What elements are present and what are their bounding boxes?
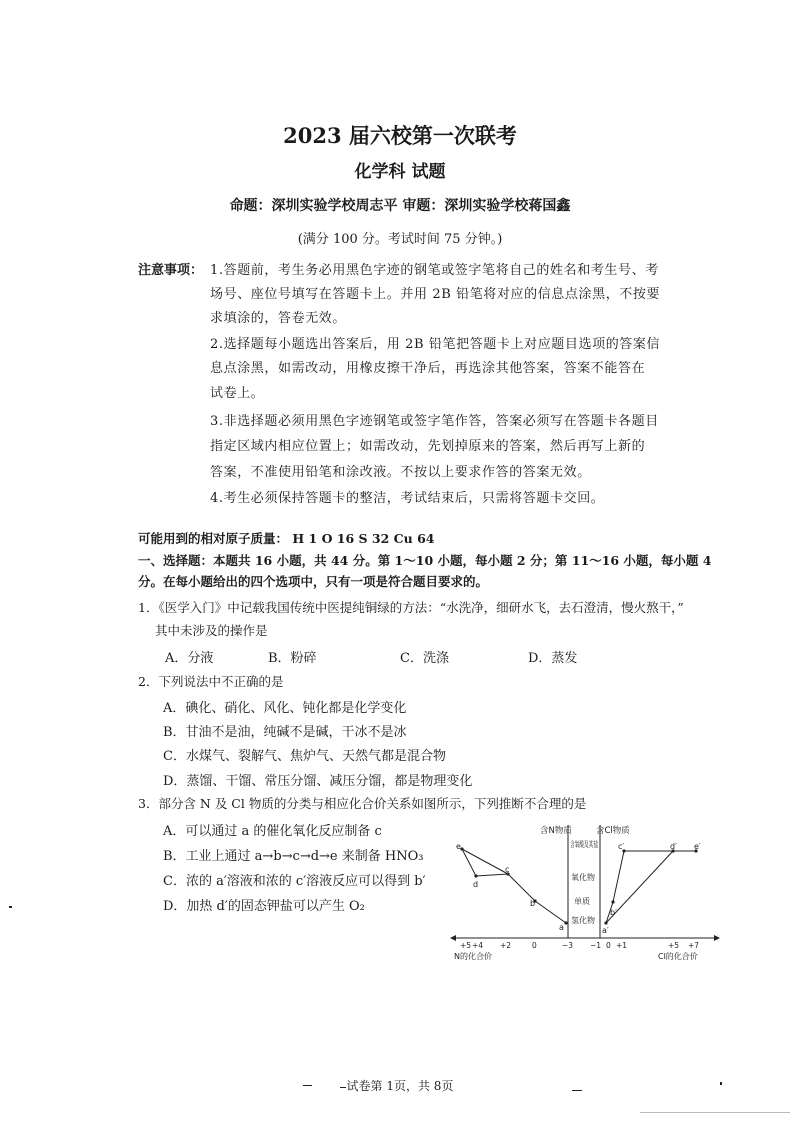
point-label-cl: c′ xyxy=(618,842,625,851)
scan-speck xyxy=(572,1090,582,1091)
x-axis-label-cl: Cl的化合价 xyxy=(658,952,698,961)
notes-line: 求填涂的，答卷无效。 xyxy=(210,311,347,326)
scan-speck xyxy=(303,1085,312,1086)
notes-line: 4.考生必须保持答题卡的整洁，考试结束后，只需将答题卡交回。 xyxy=(210,491,605,506)
option-c: C．水煤气、裂解气、焦炉气、天然气都是混合物 xyxy=(163,749,446,764)
question-stem: 其中未涉及的操作是 xyxy=(155,623,268,638)
notes-line: 1.答题前，考生务必用黑色字迹的钢笔或签字笔将自己的姓名和考生号、考 xyxy=(210,263,659,278)
x-tick: +1 xyxy=(616,941,628,950)
option-a: A．碘化、硝化、风化、钝化都是化学变化 xyxy=(163,701,407,716)
point-label-n: c xyxy=(505,865,510,874)
point-label-n: e xyxy=(456,842,461,851)
x-tick: −1 xyxy=(590,941,602,950)
category-label: 氢化物 xyxy=(571,916,595,925)
scan-speck xyxy=(640,1112,790,1113)
notes-label: 注意事项： xyxy=(138,263,204,278)
option-d: D．蒸馏、干馏、常压分馏、减压分馏，都是物理变化 xyxy=(163,774,473,789)
subject-title: 化学科 试题 xyxy=(354,162,446,182)
point-label-cl: a′ xyxy=(602,926,609,935)
x-tick: −3 xyxy=(562,941,574,950)
category-label: 氧化物 xyxy=(571,873,595,882)
x-tick: +2 xyxy=(500,941,512,950)
section-heading-line: 分。在每小题给出的四个选项中，只有一项是符合题目要求的。 xyxy=(138,574,489,589)
page-footer: 试卷第 1页，共 8页 xyxy=(346,1079,454,1093)
option-a: A．分液 xyxy=(165,651,214,666)
scan-speck xyxy=(720,1082,722,1085)
option-d: D．加热 d′的固态钾盐可以产生 O₂ xyxy=(163,899,365,914)
atomic-masses: 可能用到的相对原子质量： H 1 O 16 S 32 Cu 64 xyxy=(138,531,435,546)
exam-title: 2023 届六校第一次联考 xyxy=(283,123,517,148)
x-axis-label-n: N的化合价 xyxy=(454,952,492,961)
authors-line: 命题：深圳实验学校周志平 审题：深圳实验学校蒋国鑫 xyxy=(229,198,571,214)
valence-diagram xyxy=(450,820,725,962)
notes-line: 2.选择题每小题选出答案后，用 2B 铅笔把答题卡上对应题目选项的答案信 xyxy=(210,337,661,352)
question-stem: 2．下列说法中不正确的是 xyxy=(138,674,284,689)
notes-line: 场号、座位号填写在答题卡上。并用 2B 铅笔将对应的信息点涂黑，不按要 xyxy=(210,287,661,302)
option-a: A．可以通过 a 的催化氧化反应制备 c xyxy=(163,824,382,839)
option-b: B．甘油不是油，纯碱不是碱，干冰不是冰 xyxy=(163,725,407,740)
n-substance-label: 含N物质 xyxy=(540,826,572,836)
category-label: 单质 xyxy=(574,897,590,906)
question-stem: 1．《医学入门》中记载我国传统中医提纯铜绿的方法：“水洗净，细研水飞，去石澄清，慢火熬干，” xyxy=(138,600,684,615)
notes-line: 3.非选择题必须用黑色字迹钢笔或签字笔作答，答案必须写在答题卡各题目 xyxy=(210,414,659,429)
notes-line: 指定区域内相应位置上；如需改动，先划掉原来的答案，然后再写上新的 xyxy=(210,439,646,454)
question-stem: 3．部分含 N 及 Cl 物质的分类与相应化合价关系如图所示，下列推断不合理的是 xyxy=(138,796,587,811)
option-d: D．蒸发 xyxy=(528,651,578,666)
exam-info: (满分 100 分。考试时间 75 分钟。) xyxy=(297,232,503,247)
x-tick: +4 xyxy=(472,941,484,950)
notes-line: 试卷上。 xyxy=(210,386,265,401)
category-label: 含氧酸及其盐 xyxy=(570,840,618,849)
option-b: B．粉碎 xyxy=(268,651,317,666)
x-tick: +5 xyxy=(668,941,680,950)
scan-speck xyxy=(9,906,12,908)
option-c: C．浓的 a′溶液和浓的 c′溶液反应可以得到 b′ xyxy=(163,874,426,889)
point-label-cl: b′ xyxy=(610,908,617,917)
cl-substance-label: 含Cl物质 xyxy=(596,826,630,836)
x-tick: +5 xyxy=(460,941,472,950)
notes-line: 息点涂黑，如需改动，用橡皮擦干净后，再选涂其他答案，答案不能答在 xyxy=(210,361,646,376)
x-tick: 0 xyxy=(532,941,537,950)
point-label-cl: e′ xyxy=(694,842,701,851)
point-label-n: b xyxy=(530,899,536,908)
scan-speck xyxy=(340,1087,346,1088)
point-label-cl: d′ xyxy=(670,842,677,851)
point-label-n: d xyxy=(473,880,479,889)
section-heading-line: 一、选择题：本题共 16 小题，共 44 分。第 1～10 小题，每小题 2 分；第 11～16 小题，每小题 4 xyxy=(138,553,712,568)
option-b: B．工业上通过 a→b→c→d→e 来制备 HNO₃ xyxy=(163,849,424,864)
option-c: C．洗涤 xyxy=(400,651,449,666)
notes-line: 答案，不准使用铅笔和涂改液。不按以上要求作答的答案无效。 xyxy=(210,465,591,480)
point-label-n: a xyxy=(559,923,564,932)
x-tick: 0 xyxy=(606,941,611,950)
x-tick: +7 xyxy=(688,941,700,950)
